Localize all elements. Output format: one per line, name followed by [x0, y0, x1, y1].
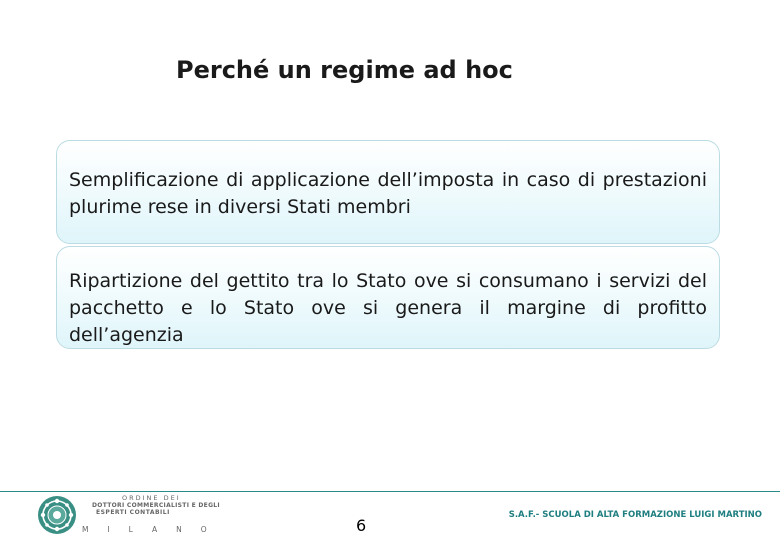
footer-divider: [0, 491, 780, 492]
slide-title: Perché un regime ad hoc: [176, 56, 513, 84]
bullet-text-2: Ripartizione del gettito tra lo Stato ove si consumano i servizi del pacchetto e lo Stato ove si genera il margine di profitto dell’agenzia: [69, 270, 707, 346]
order-emblem-icon: [36, 494, 78, 536]
footer-logo: [36, 494, 231, 536]
bullet-box-2: [56, 246, 720, 349]
logo-line-2: DOTTORI COMMERCIALISTI E DEGLI: [92, 502, 220, 509]
logo-line-1: ORDINE DEI: [122, 494, 181, 502]
page-number: 6: [356, 516, 367, 535]
logo-line-3: ESPERTI CONTABILI: [96, 509, 170, 516]
logo-wordmark: [82, 494, 230, 536]
logo-line-4: MILANO: [82, 525, 226, 534]
school-name: S.A.F.- SCUOLA DI ALTA FORMAZIONE LUIGI MARTINO: [508, 510, 762, 520]
bullet-text-1: Semplificazione di applicazione dell’imposta in caso di prestazioni plurime rese in diversi Stati membri: [69, 169, 707, 218]
bullet-box-1: [56, 140, 720, 244]
